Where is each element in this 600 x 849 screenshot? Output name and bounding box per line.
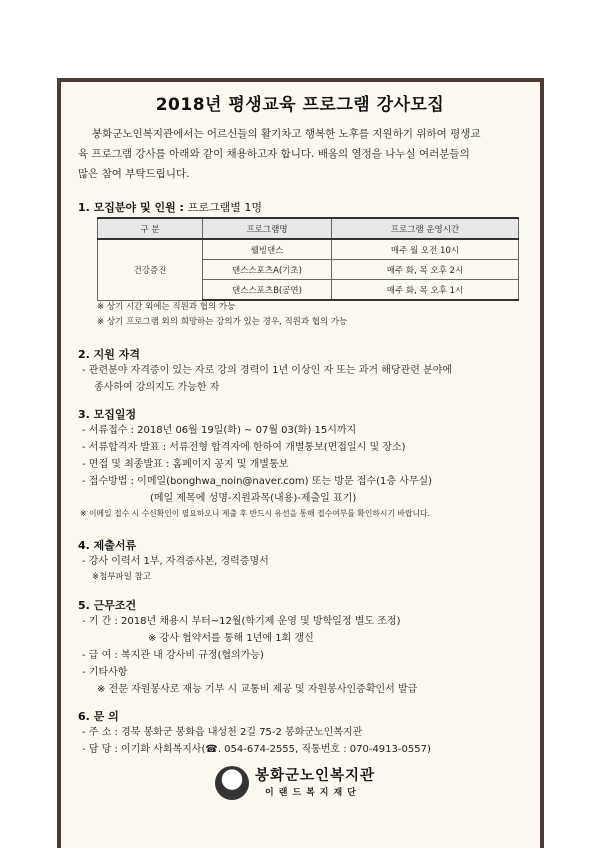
section-1-title: 1. 모집분야 및 인원 : bbox=[78, 201, 184, 214]
body-line: - 주 소 : 경북 봉화군 봉화읍 내성천 2길 75-2 봉화군노인복지관 bbox=[82, 727, 363, 738]
body-line: ※ 전문 자원봉사로 재능 기부 시 교통비 제공 및 자원봉사인증확인서 발급 bbox=[97, 684, 418, 695]
body-line: - 서류합격자 발표 : 서류전형 합격자에 한하여 개별통보(면접일시 및 장소) bbox=[82, 442, 406, 453]
body-line: - 접수방법 : 이메일(bonghwa_noin@naver.com) 또는 방문 접수(1층 사무실) bbox=[82, 476, 433, 487]
body-line: ※ 강사 협약서를 통해 1년에 1회 갱신 bbox=[148, 633, 314, 644]
section-5-heading: 5. 근무조건 bbox=[78, 599, 137, 612]
organization-logo bbox=[215, 764, 395, 810]
body-line: - 급 여 : 복지관 내 강사비 규정(협의가능) bbox=[82, 650, 264, 661]
page-title: 2018년 평생교육 프로그램 강사모집 bbox=[155, 95, 445, 115]
table-header: 프로그램 운영시간 bbox=[332, 218, 519, 239]
table-header: 구 분 bbox=[98, 218, 203, 239]
section-2-heading: 2. 지원 자격 bbox=[78, 348, 140, 361]
section-3-heading: 3. 모집일정 bbox=[78, 408, 137, 421]
body-line: - 기타사항 bbox=[82, 667, 128, 678]
logo-subtitle: 이랜드복지재단 bbox=[265, 788, 361, 798]
body-line: - 기 간 : 2018년 채용시 부터~12월(학기제 운영 및 방학일정 별도 조정) bbox=[82, 616, 401, 627]
table-header-row bbox=[98, 218, 519, 239]
table-header: 프로그램명 bbox=[203, 218, 332, 239]
intro-text: 봉화군노인복지관에서는 어르신들의 활기차고 행복한 노후를 지원하기 위하여 평생교 bbox=[92, 128, 481, 140]
body-line: - 강사 이력서 1부, 자격증사본, 경력증명서 bbox=[82, 556, 269, 567]
note-text: ※ 상기 프로그램 외의 희망하는 강의가 있는 경우, 직원과 협의 가능 bbox=[97, 317, 348, 327]
body-line: - 면접 및 최종발표 : 홈페이지 공지 및 개별통보 bbox=[82, 459, 289, 470]
program-table bbox=[97, 217, 519, 301]
section-1-detail: 프로그램별 1명 bbox=[187, 201, 263, 214]
section-4-heading: 4. 제출서류 bbox=[78, 539, 137, 552]
table-cell: 웰빙댄스 bbox=[203, 239, 332, 260]
intro-line bbox=[78, 124, 530, 144]
logo-name: 봉화군노인복지관 bbox=[255, 768, 376, 784]
table-category-cell: 건강증진 bbox=[98, 239, 203, 300]
section-1-heading bbox=[78, 199, 262, 215]
table-row bbox=[98, 239, 519, 260]
note-text: ※ 이메일 접수 시 수신확인이 필요하오니 제출 후 반드시 유선을 통해 접수여부를 확인하시기 바랍니다. bbox=[80, 509, 431, 518]
elderly-face-icon bbox=[215, 766, 249, 800]
intro-line: 육 프로그램 강사를 아래와 같이 채용하고자 합니다. 배움의 열정을 나누실 여러분들의 bbox=[78, 148, 470, 160]
body-line: - 관련분야 자격증이 있는 자로 강의 경력이 1년 이상인 자 또는 과거 해당관련 분야에 bbox=[82, 365, 453, 376]
body-line: - 서류접수 : 2018년 06월 19일(화) ~ 07월 03(화) 15시까지 bbox=[82, 425, 357, 436]
intro-line: 많은 참여 부탁드립니다. bbox=[78, 168, 190, 180]
section-6-heading: 6. 문 의 bbox=[78, 710, 119, 723]
body-line: 종사하여 강의지도 가능한 자 bbox=[94, 382, 220, 393]
body-line: (메일 제목에 성명-지원과목(내용)-제출일 표기) bbox=[150, 493, 357, 504]
note-text: ※첨부파일 참고 bbox=[92, 572, 152, 582]
body-line: - 담 당 : 이기화 사회복지사(☎. 054-674-2555, 직통번호 : 070-4913-0557) bbox=[82, 744, 431, 755]
intro-paragraph bbox=[78, 124, 530, 184]
table-cell: 매주 화, 목 오후 1시 bbox=[332, 280, 519, 301]
table-cell: 댄스스포츠B(공연) bbox=[203, 280, 332, 301]
table-cell: 매주 화, 목 오후 2시 bbox=[332, 260, 519, 280]
note-text: ※ 상기 시간 외에는 직원과 협의 가능 bbox=[97, 302, 236, 312]
table-cell: 매주 월 오전 10시 bbox=[332, 239, 519, 260]
table-cell: 댄스스포츠A(기초) bbox=[203, 260, 332, 280]
